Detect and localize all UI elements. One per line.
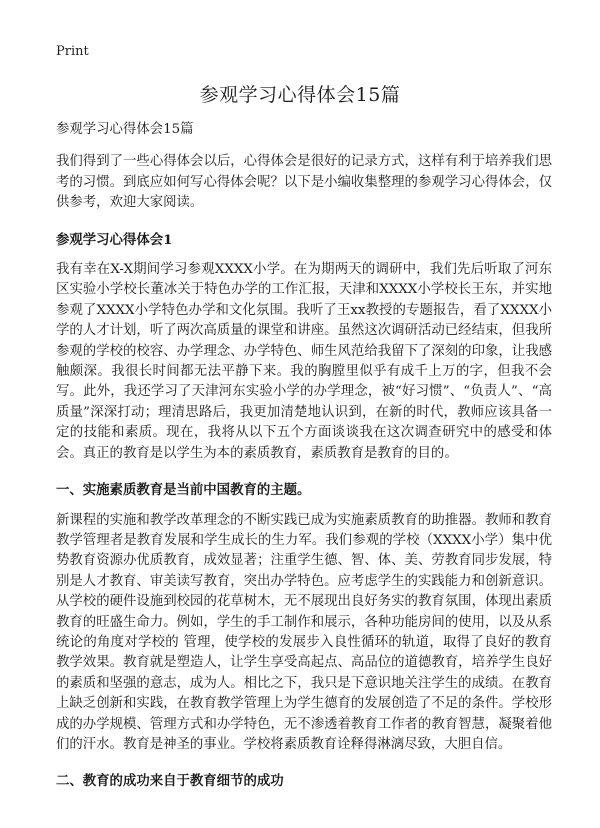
section-heading-2: 一、实施素质教育是当前中国教育的主题。: [56, 482, 311, 499]
article-subtitle: 参观学习心得体会15篇: [56, 122, 194, 137]
section-paragraph-2: 新课程的实施和教学改革理念的不断实践已成为实施素质教育的助推器。教师和教育教学管理者是教育发展和学生成长的生力军。我们参观的学校（XXXX小学）集中优势教育资源办优质教育，成效显著；注重学生德、智、体、美、劳教育同步发展，特别是人才教育、审美读写教育，突出办学特色。应考虑学生的实践能力和创新意识。从学校的硬件设施到校园的花草树木，无不展现出良好务实的教育氛围，体现出素质教育的旺盛生命力。例如，学生的手工制作和展示，各种功能房间的使用，以及从系统论的角度对学校的 管理，使学校的发展步入良性循环的轨道，取得了良好的教育教学效果。教育就是塑造人，让学生享受高起点、高品位的道德教育，培养学生良好的素质和坚强的意志，成为人。相比之下，我只是下意识地关注学生的成绩。在教育上缺乏创新和实践，在教育教学管理上为学生德育的发展创造了不足的条件。学校形成的办学规模、管理方式和办学特色，无不渗透着教育工作者的教育智慧，凝聚着他们的汗水。教育是神圣的事业。学校将素质教育诠释得淋漓尽致，大胆自信。: [56, 512, 552, 752]
article-body: [56, 120, 552, 802]
section-heading-1: 参观学习心得体会1: [56, 231, 173, 248]
intro-paragraph: 我们得到了一些心得体会以后，心得体会是很好的记录方式，这样有利于培养我们思考的习惯。到底应如何写心得体会呢？以下是小编收集整理的参观学习心得体会，仅供参考，欢迎大家阅读。: [56, 154, 552, 211]
print-link[interactable]: Print: [56, 44, 89, 59]
section-paragraph-1: 我有幸在X-X期间学习参观XXXX小学。在为期两天的调研中，我们先后听取了河东区实验小学校长董冰关于特色办学的工作汇报，天津和XXXX小学校长王东，并实地参观了XXXX小学特色办学和文化氛围。我听了王xx教授的专题报告，看了XXXX小学的人才计划，听了两次高质量的课堂和讲座。虽然这次调研活动已经结束，但我所参观的学校的校容、办学理念、办学特色、师生风范给我留下了深刻的印象，让我感触颇深。我很长时间都无法平静下来。我的胸膛里似乎有成千上万的字，但我不会写。此外，我还学习了天津河东实验小学的办学理念，被“好习惯”、“负责人”、“高质量”深深打动；理清思路后，我更加清楚地认识到，在新的时代，教师应该具备一定的技能和素质。现在，我将从以下五个方面谈谈我在这次调查研究中的感受和体会。真正的教育是以学生为本的素质教育，素质教育是教育的目的。: [56, 262, 552, 461]
section-heading-3: 二、教育的成功来自于教育细节的成功: [56, 773, 284, 790]
page-title: 参观学习心得体会15篇: [199, 84, 401, 106]
